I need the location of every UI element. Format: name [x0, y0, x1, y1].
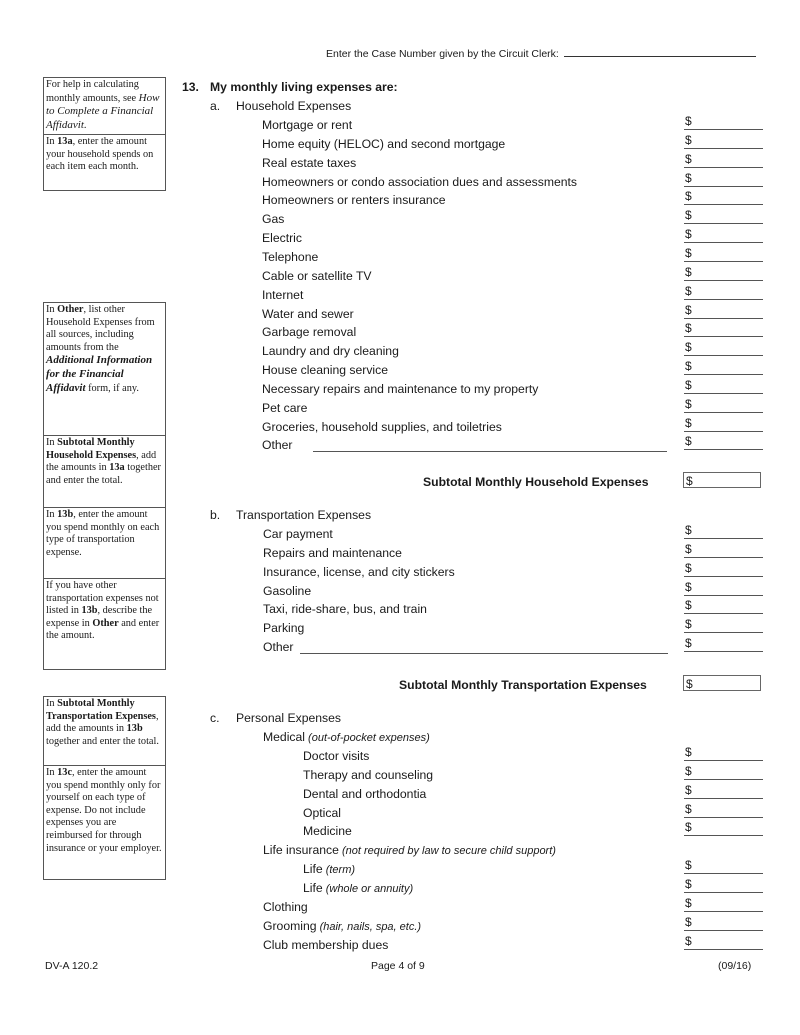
dollar-sign: $ — [685, 377, 692, 392]
dollar-sign: $ — [686, 677, 693, 691]
instruction-13c: In 13c, enter the amount you spend monthly only for yourself on each type of expense. Do not include expenses you are reimbursed for through insurance or your employer. — [44, 766, 165, 880]
dollar-sign: $ — [685, 858, 692, 872]
item-label: Telephone — [262, 249, 319, 264]
household-item-12 — [262, 344, 399, 358]
dollar-sign: $ — [685, 189, 692, 204]
case-number-header — [326, 47, 756, 60]
dollar-sign: $ — [685, 560, 692, 575]
household-amount-10[interactable] — [684, 304, 763, 319]
item-label: Pet care — [262, 400, 308, 415]
dollar-sign: $ — [685, 541, 692, 556]
dollar-sign: $ — [685, 820, 692, 835]
dollar-sign: $ — [685, 523, 692, 537]
transport-amount-2[interactable] — [684, 562, 763, 577]
household-amount-0[interactable] — [684, 115, 763, 130]
medical-item-4 — [303, 824, 352, 838]
instruction-other-transport: If you have other transportation expenses not listed in 13b, describe the expense in Other and enter the amount. — [44, 579, 165, 670]
question-title: My monthly living expenses are: — [210, 80, 398, 94]
life-amount-0[interactable] — [684, 859, 763, 874]
item-label: Dental and orthodontia — [303, 786, 427, 801]
item-note: (not required by law to secure child support) — [338, 845, 556, 857]
transport-amount-5[interactable] — [684, 618, 763, 633]
section-title: Transportation Expenses — [236, 508, 372, 522]
household-amount-4[interactable] — [684, 190, 763, 205]
item-label: Doctor visits — [303, 749, 370, 763]
dollar-sign: $ — [685, 782, 692, 797]
transport-other-label — [263, 640, 293, 654]
section-letter: b. — [210, 508, 221, 522]
transport-amount-1[interactable] — [684, 543, 763, 558]
medical-item-1 — [303, 768, 433, 782]
item-label: Laundry and dry cleaning — [262, 344, 399, 359]
household-amount-1[interactable] — [684, 134, 763, 149]
transport-item-2 — [263, 565, 455, 579]
item-note: (whole or annuity) — [322, 882, 414, 895]
household-amount-16[interactable] — [684, 417, 763, 432]
section-letter: a. — [210, 99, 221, 113]
dollar-sign: $ — [685, 914, 692, 929]
item-label: Life — [303, 880, 323, 895]
dollar-sign: $ — [685, 745, 692, 759]
transport-other-description[interactable] — [300, 652, 668, 654]
dollar-sign: $ — [685, 264, 692, 279]
item-label: Life insurance — [263, 843, 339, 857]
household-item-10 — [262, 307, 354, 321]
footer-revision: (09/16) — [718, 960, 752, 972]
item-label: Club membership dues — [263, 937, 389, 952]
instruction-other-household: In Other, list other Household Expenses from all sources, including amounts from the Additional Information for the Financial Affidavit form, if any. — [44, 303, 165, 436]
personal-item-1 — [263, 919, 421, 933]
item-label: Gasoline — [263, 583, 312, 598]
dollar-sign: $ — [686, 474, 693, 488]
household-item-14 — [262, 382, 538, 396]
section-b-heading — [210, 508, 371, 522]
transport-amount-0[interactable] — [684, 524, 763, 539]
life-insurance-heading — [263, 843, 556, 857]
instruction-box-household — [43, 77, 166, 191]
item-label: Mortgage or rent — [262, 118, 353, 132]
household-other-amount[interactable] — [684, 435, 763, 450]
item-label: Car payment — [263, 527, 333, 541]
household-amount-6[interactable] — [684, 228, 763, 243]
dollar-sign: $ — [685, 598, 692, 613]
question-13-heading — [182, 80, 398, 94]
item-note: (out-of-pocket expenses) — [305, 732, 430, 744]
household-amount-13[interactable] — [684, 360, 763, 375]
dollar-sign: $ — [685, 340, 692, 355]
household-amount-9[interactable] — [684, 285, 763, 300]
household-item-5 — [262, 212, 284, 226]
item-label: Water and sewer — [262, 306, 354, 321]
household-item-13 — [262, 363, 388, 377]
dollar-sign: $ — [685, 876, 692, 891]
personal-amount-0[interactable] — [684, 897, 763, 912]
item-label: Therapy and counseling — [303, 767, 434, 782]
medical-heading — [263, 730, 430, 744]
item-label: Real estate taxes — [262, 155, 357, 170]
section-title: Personal Expenses — [236, 711, 342, 725]
dollar-sign: $ — [685, 636, 692, 651]
household-amount-7[interactable] — [684, 247, 763, 262]
item-label: Necessary repairs and maintenance to my property — [262, 381, 539, 396]
household-item-6 — [262, 231, 302, 245]
case-number-label: Enter the Case Number given by the Circuit Clerk: — [326, 48, 559, 60]
household-item-0 — [262, 118, 352, 132]
section-letter: c. — [210, 711, 220, 725]
household-other-description[interactable] — [313, 450, 667, 452]
household-item-3 — [262, 175, 577, 189]
item-label: Gas — [262, 212, 285, 227]
dollar-sign: $ — [685, 359, 692, 374]
item-label: Grooming — [263, 918, 317, 933]
dollar-sign: $ — [685, 151, 692, 166]
personal-item-0 — [263, 900, 308, 914]
medical-item-0 — [303, 749, 369, 763]
instruction-subtotal-transport: In Subtotal Monthly Transportation Expenses, add the amounts in 13b together and enter the total. — [44, 697, 165, 766]
item-label: Clothing — [263, 900, 308, 914]
dollar-sign: $ — [685, 114, 692, 128]
dollar-sign: $ — [685, 579, 692, 594]
item-label: Electric — [262, 231, 302, 246]
dollar-sign: $ — [685, 132, 692, 147]
personal-amount-2[interactable] — [684, 935, 763, 950]
instruction-help: For help in calculating monthly amounts, see How to Complete a Financial Affidavit. — [44, 78, 165, 135]
item-label: Life — [303, 862, 323, 876]
household-item-1 — [262, 137, 505, 151]
dollar-sign: $ — [685, 396, 692, 411]
dollar-sign: $ — [685, 227, 692, 242]
household-amount-2[interactable] — [684, 153, 763, 168]
transport-amount-3[interactable] — [684, 581, 763, 596]
household-item-2 — [262, 156, 356, 170]
item-label: Homeowners or condo association dues and assessments — [262, 174, 578, 189]
section-title: Household Expenses — [236, 99, 352, 113]
medical-item-2 — [303, 787, 426, 801]
medical-amount-0[interactable] — [684, 746, 763, 761]
household-amount-5[interactable] — [684, 209, 763, 224]
item-label: Medicine — [303, 824, 352, 839]
household-amount-12[interactable] — [684, 341, 763, 356]
life-item-1 — [303, 881, 413, 895]
dollar-sign: $ — [685, 801, 692, 816]
transport-item-5 — [263, 621, 304, 635]
transport-amount-4[interactable] — [684, 599, 763, 614]
instruction-13b: In 13b, enter the amount you spend monthly on each type of transportation expense. — [44, 508, 165, 579]
medical-amount-4[interactable] — [684, 821, 763, 836]
transport-item-1 — [263, 546, 402, 560]
question-number: 13. — [182, 80, 199, 94]
life-amount-1[interactable] — [684, 878, 763, 893]
item-label: Garbage removal — [262, 325, 357, 340]
personal-amount-1[interactable] — [684, 916, 763, 931]
item-label: Cable or satellite TV — [262, 268, 372, 283]
household-item-11 — [262, 325, 356, 339]
personal-item-2 — [263, 938, 388, 952]
medical-amount-1[interactable] — [684, 765, 763, 780]
subtotal-transportation-field[interactable] — [683, 675, 761, 691]
item-label: Groceries, household supplies, and toiletries — [262, 419, 502, 434]
subtotal-household-field[interactable] — [683, 472, 761, 488]
medical-amount-2[interactable] — [684, 784, 763, 799]
transport-item-0 — [263, 527, 333, 541]
dollar-sign: $ — [685, 434, 692, 449]
medical-amount-3[interactable] — [684, 803, 763, 818]
dollar-sign: $ — [685, 763, 692, 778]
life-item-0 — [303, 862, 355, 876]
dollar-sign: $ — [685, 321, 692, 336]
item-note: (hair, nails, spa, etc.) — [316, 920, 422, 933]
dollar-sign: $ — [685, 415, 692, 430]
dollar-sign: $ — [685, 245, 692, 260]
household-item-9 — [262, 288, 303, 302]
case-number-input[interactable] — [564, 47, 756, 57]
medical-item-3 — [303, 806, 341, 820]
dollar-sign: $ — [685, 170, 692, 185]
instruction-box-other-transport — [43, 302, 166, 670]
dollar-sign: $ — [685, 933, 692, 948]
dollar-sign: $ — [685, 302, 692, 317]
subtotal-household-label: Subtotal Monthly Household Expenses — [423, 475, 649, 489]
dollar-sign: $ — [685, 617, 692, 632]
dollar-sign: $ — [685, 208, 692, 223]
item-label: Homeowners or renters insurance — [262, 193, 446, 208]
transport-other-amount[interactable] — [684, 637, 763, 652]
instruction-13a: In 13a, enter the amount your household spends on each item each month. — [44, 135, 165, 191]
item-label: Medical — [263, 730, 305, 744]
item-label: Insurance, license, and city stickers — [263, 564, 455, 579]
dollar-sign: $ — [685, 283, 692, 298]
footer-page-number: Page 4 of 9 — [371, 960, 425, 972]
household-amount-11[interactable] — [684, 322, 763, 337]
instruction-subtotal-household: In Subtotal Monthly Household Expenses, add the amounts in 13a together and enter the total. — [44, 436, 165, 508]
household-item-16 — [262, 420, 502, 434]
section-a-heading — [210, 99, 351, 113]
item-label: Internet — [262, 287, 304, 302]
household-other-label — [262, 438, 292, 452]
household-amount-8[interactable] — [684, 266, 763, 281]
item-label: Parking — [263, 621, 305, 636]
household-amount-3[interactable] — [684, 172, 763, 187]
transport-item-4 — [263, 602, 427, 616]
household-item-7 — [262, 250, 318, 264]
section-c-heading — [210, 711, 341, 725]
household-item-4 — [262, 193, 446, 207]
item-label: Other — [262, 438, 293, 453]
item-label: Repairs and maintenance — [263, 545, 402, 560]
dollar-sign: $ — [685, 896, 692, 910]
item-label: House cleaning service — [262, 363, 389, 378]
transport-item-3 — [263, 584, 311, 598]
household-amount-14[interactable] — [684, 379, 763, 394]
item-note: (term) — [322, 864, 356, 876]
household-amount-15[interactable] — [684, 398, 763, 413]
item-label: Optical — [303, 805, 341, 820]
household-item-15 — [262, 401, 307, 415]
item-label: Other — [263, 640, 294, 655]
item-label: Taxi, ride-share, bus, and train — [263, 602, 427, 617]
footer-form-id: DV-A 120.2 — [45, 960, 99, 972]
subtotal-transportation-label: Subtotal Monthly Transportation Expenses — [399, 678, 647, 692]
instruction-box-personal — [43, 696, 166, 880]
item-label: Home equity (HELOC) and second mortgage — [262, 136, 506, 151]
household-item-8 — [262, 269, 372, 283]
